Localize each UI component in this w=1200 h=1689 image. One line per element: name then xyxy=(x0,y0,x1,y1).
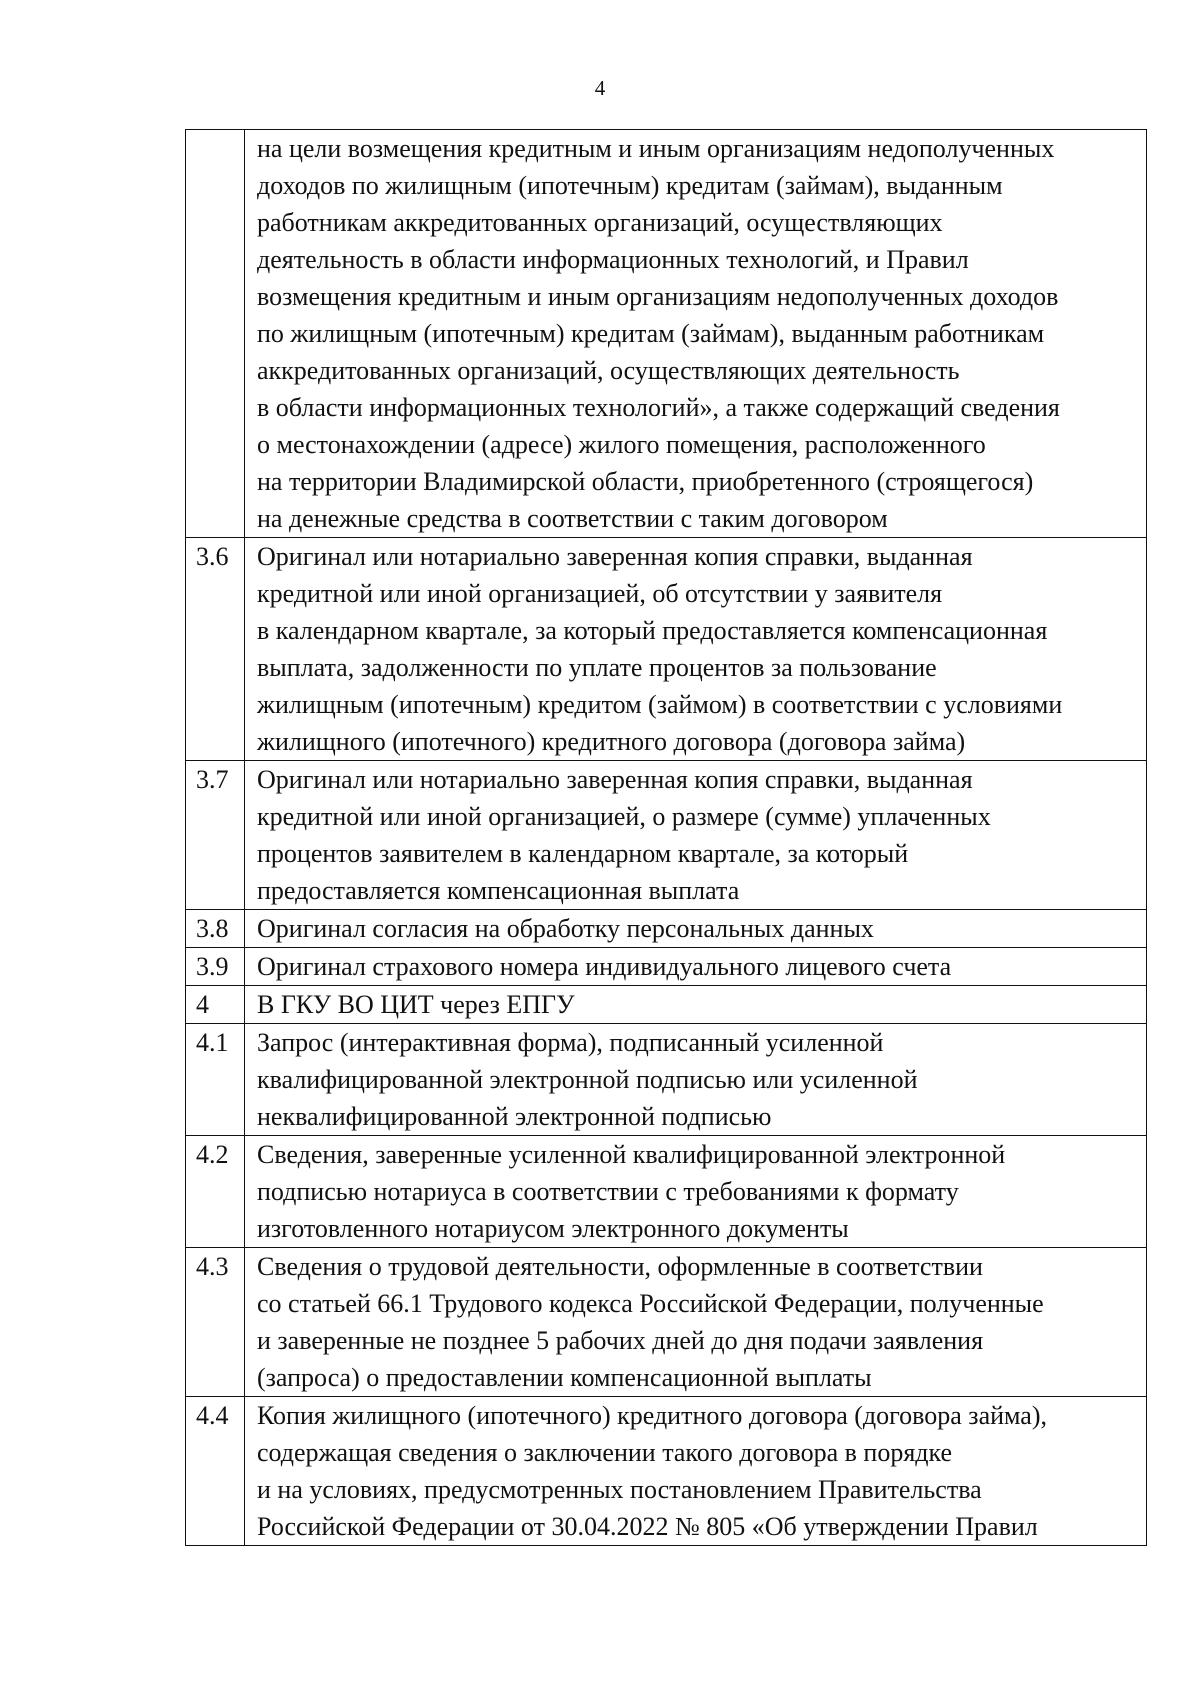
item-number-cell xyxy=(186,538,245,761)
item-description-cell xyxy=(245,1136,1147,1248)
description-line: жилищным (ипотечным) кредитом (займом) в соответствии с условиями xyxy=(257,690,1063,719)
page-number: 4 xyxy=(594,76,606,100)
item-number: 3.7 xyxy=(196,765,229,794)
description-line: (запроса) о предоставлении компенсационной выплаты xyxy=(257,1363,872,1392)
description-line: Оригинал страхового номера индивидуального лицевого счета xyxy=(257,952,952,981)
description-line: кредитной или иной организацией, о размере (сумме) уплаченных xyxy=(257,802,991,831)
description-line: в календарном квартале, за который предоставляется компенсационная xyxy=(257,616,1048,645)
description-line: Оригинал или нотариально заверенная копия справки, выданная xyxy=(257,765,973,794)
description-line: кредитной или иной организацией, об отсутствии у заявителя xyxy=(257,579,943,608)
description-line: Оригинал согласия на обработку персональных данных xyxy=(257,914,874,943)
description-line: и заверенные не позднее 5 рабочих дней до дня подачи заявления xyxy=(257,1326,984,1355)
description-line: Копия жилищного (ипотечного) кредитного договора (договора займа), xyxy=(257,1401,1048,1430)
description-line: работникам аккредитованных организаций, осуществляющих xyxy=(257,208,943,237)
item-number-cell xyxy=(186,1024,245,1136)
description-line: жилищного (ипотечного) кредитного договора (договора займа) xyxy=(257,727,966,756)
item-number-cell xyxy=(186,986,245,1024)
description-line: на территории Владимирской области, приобретенного (строящегося) xyxy=(257,467,1034,496)
item-number: 4.2 xyxy=(196,1140,229,1169)
table-row xyxy=(186,1136,1147,1248)
description-line: Запрос (интерактивная форма), подписанный усиленной xyxy=(257,1028,884,1057)
item-description-cell xyxy=(245,986,1147,1024)
item-number: 4 xyxy=(196,990,209,1019)
item-number-cell xyxy=(186,910,245,948)
description-line: Российской Федерации от 30.04.2022 № 805 «Об утверждении Правил xyxy=(257,1512,1038,1541)
item-number-cell xyxy=(186,761,245,910)
item-number-cell xyxy=(186,1136,245,1248)
description-line: квалифицированной электронной подписью или усиленной xyxy=(257,1065,918,1094)
item-number-cell xyxy=(186,1397,245,1546)
item-number-cell xyxy=(186,948,245,986)
description-line: содержащая сведения о заключении такого договора в порядке xyxy=(257,1438,953,1467)
item-number-cell xyxy=(186,1248,245,1397)
item-number: 3.9 xyxy=(196,952,229,981)
description-line: изготовленного нотариусом электронного документы xyxy=(257,1214,849,1243)
item-number: 4.3 xyxy=(196,1252,229,1281)
description-line: на цели возмещения кредитным и иным организациям недополученных xyxy=(257,134,1055,163)
description-line: доходов по жилищным (ипотечным) кредитам (займам), выданным xyxy=(257,171,1003,200)
item-description-cell xyxy=(245,1397,1147,1546)
table-row xyxy=(186,538,1147,761)
table-row xyxy=(186,910,1147,948)
item-number: 4.4 xyxy=(196,1401,229,1430)
description-line: Сведения, заверенные усиленной квалифицированной электронной xyxy=(257,1140,1006,1169)
table-row xyxy=(186,1024,1147,1136)
item-description-cell xyxy=(245,761,1147,910)
description-line: возмещения кредитным и иным организациям недополученных доходов xyxy=(257,282,1059,311)
description-line: предоставляется компенсационная выплата xyxy=(257,876,740,905)
description-line: Сведения о трудовой деятельности, оформленные в соответствии xyxy=(257,1252,983,1281)
description-line: деятельность в области информационных технологий, и Правил xyxy=(257,245,969,274)
description-line: по жилищным (ипотечным) кредитам (займам), выданным работникам xyxy=(257,319,1045,348)
description-line: и на условиях, предусмотренных постановлением Правительства xyxy=(257,1475,982,1504)
documents-table xyxy=(185,129,1147,1546)
item-description-cell xyxy=(245,948,1147,986)
description-line: выплата, задолженности по уплате процентов за пользование xyxy=(257,653,937,682)
item-description-cell xyxy=(245,910,1147,948)
description-line: Оригинал или нотариально заверенная копия справки, выданная xyxy=(257,542,973,571)
table-row xyxy=(186,986,1147,1024)
description-line: неквалифицированной электронной подписью xyxy=(257,1102,772,1131)
table-row xyxy=(186,948,1147,986)
item-number: 3.8 xyxy=(196,914,229,943)
description-line: аккредитованных организаций, осуществляющих деятельность xyxy=(257,356,960,385)
item-number: 4.1 xyxy=(196,1028,229,1057)
item-number: 3.6 xyxy=(196,542,229,571)
description-line: в области информационных технологий», а также содержащий сведения xyxy=(257,393,1060,422)
item-number-cell xyxy=(186,130,245,538)
item-description-cell xyxy=(245,130,1147,538)
description-line: со статьей 66.1 Трудового кодекса Российской Федерации, полученные xyxy=(257,1289,1044,1318)
documents-table-body xyxy=(186,130,1147,1546)
table-row xyxy=(186,1397,1147,1546)
table-row xyxy=(186,1248,1147,1397)
description-line: подписью нотариуса в соответствии с требованиями к формату xyxy=(257,1177,959,1206)
item-description-cell xyxy=(245,1248,1147,1397)
description-line: на денежные средства в соответствии с таким договором xyxy=(257,504,888,533)
description-line: процентов заявителем в календарном квартале, за который xyxy=(257,839,909,868)
table-row xyxy=(186,761,1147,910)
description-line: В ГКУ ВО ЦИТ через ЕПГУ xyxy=(257,990,575,1019)
item-description-cell xyxy=(245,538,1147,761)
table-row xyxy=(186,130,1147,538)
description-line: о местонахождении (адресе) жилого помещения, расположенного xyxy=(257,430,986,459)
item-description-cell xyxy=(245,1024,1147,1136)
